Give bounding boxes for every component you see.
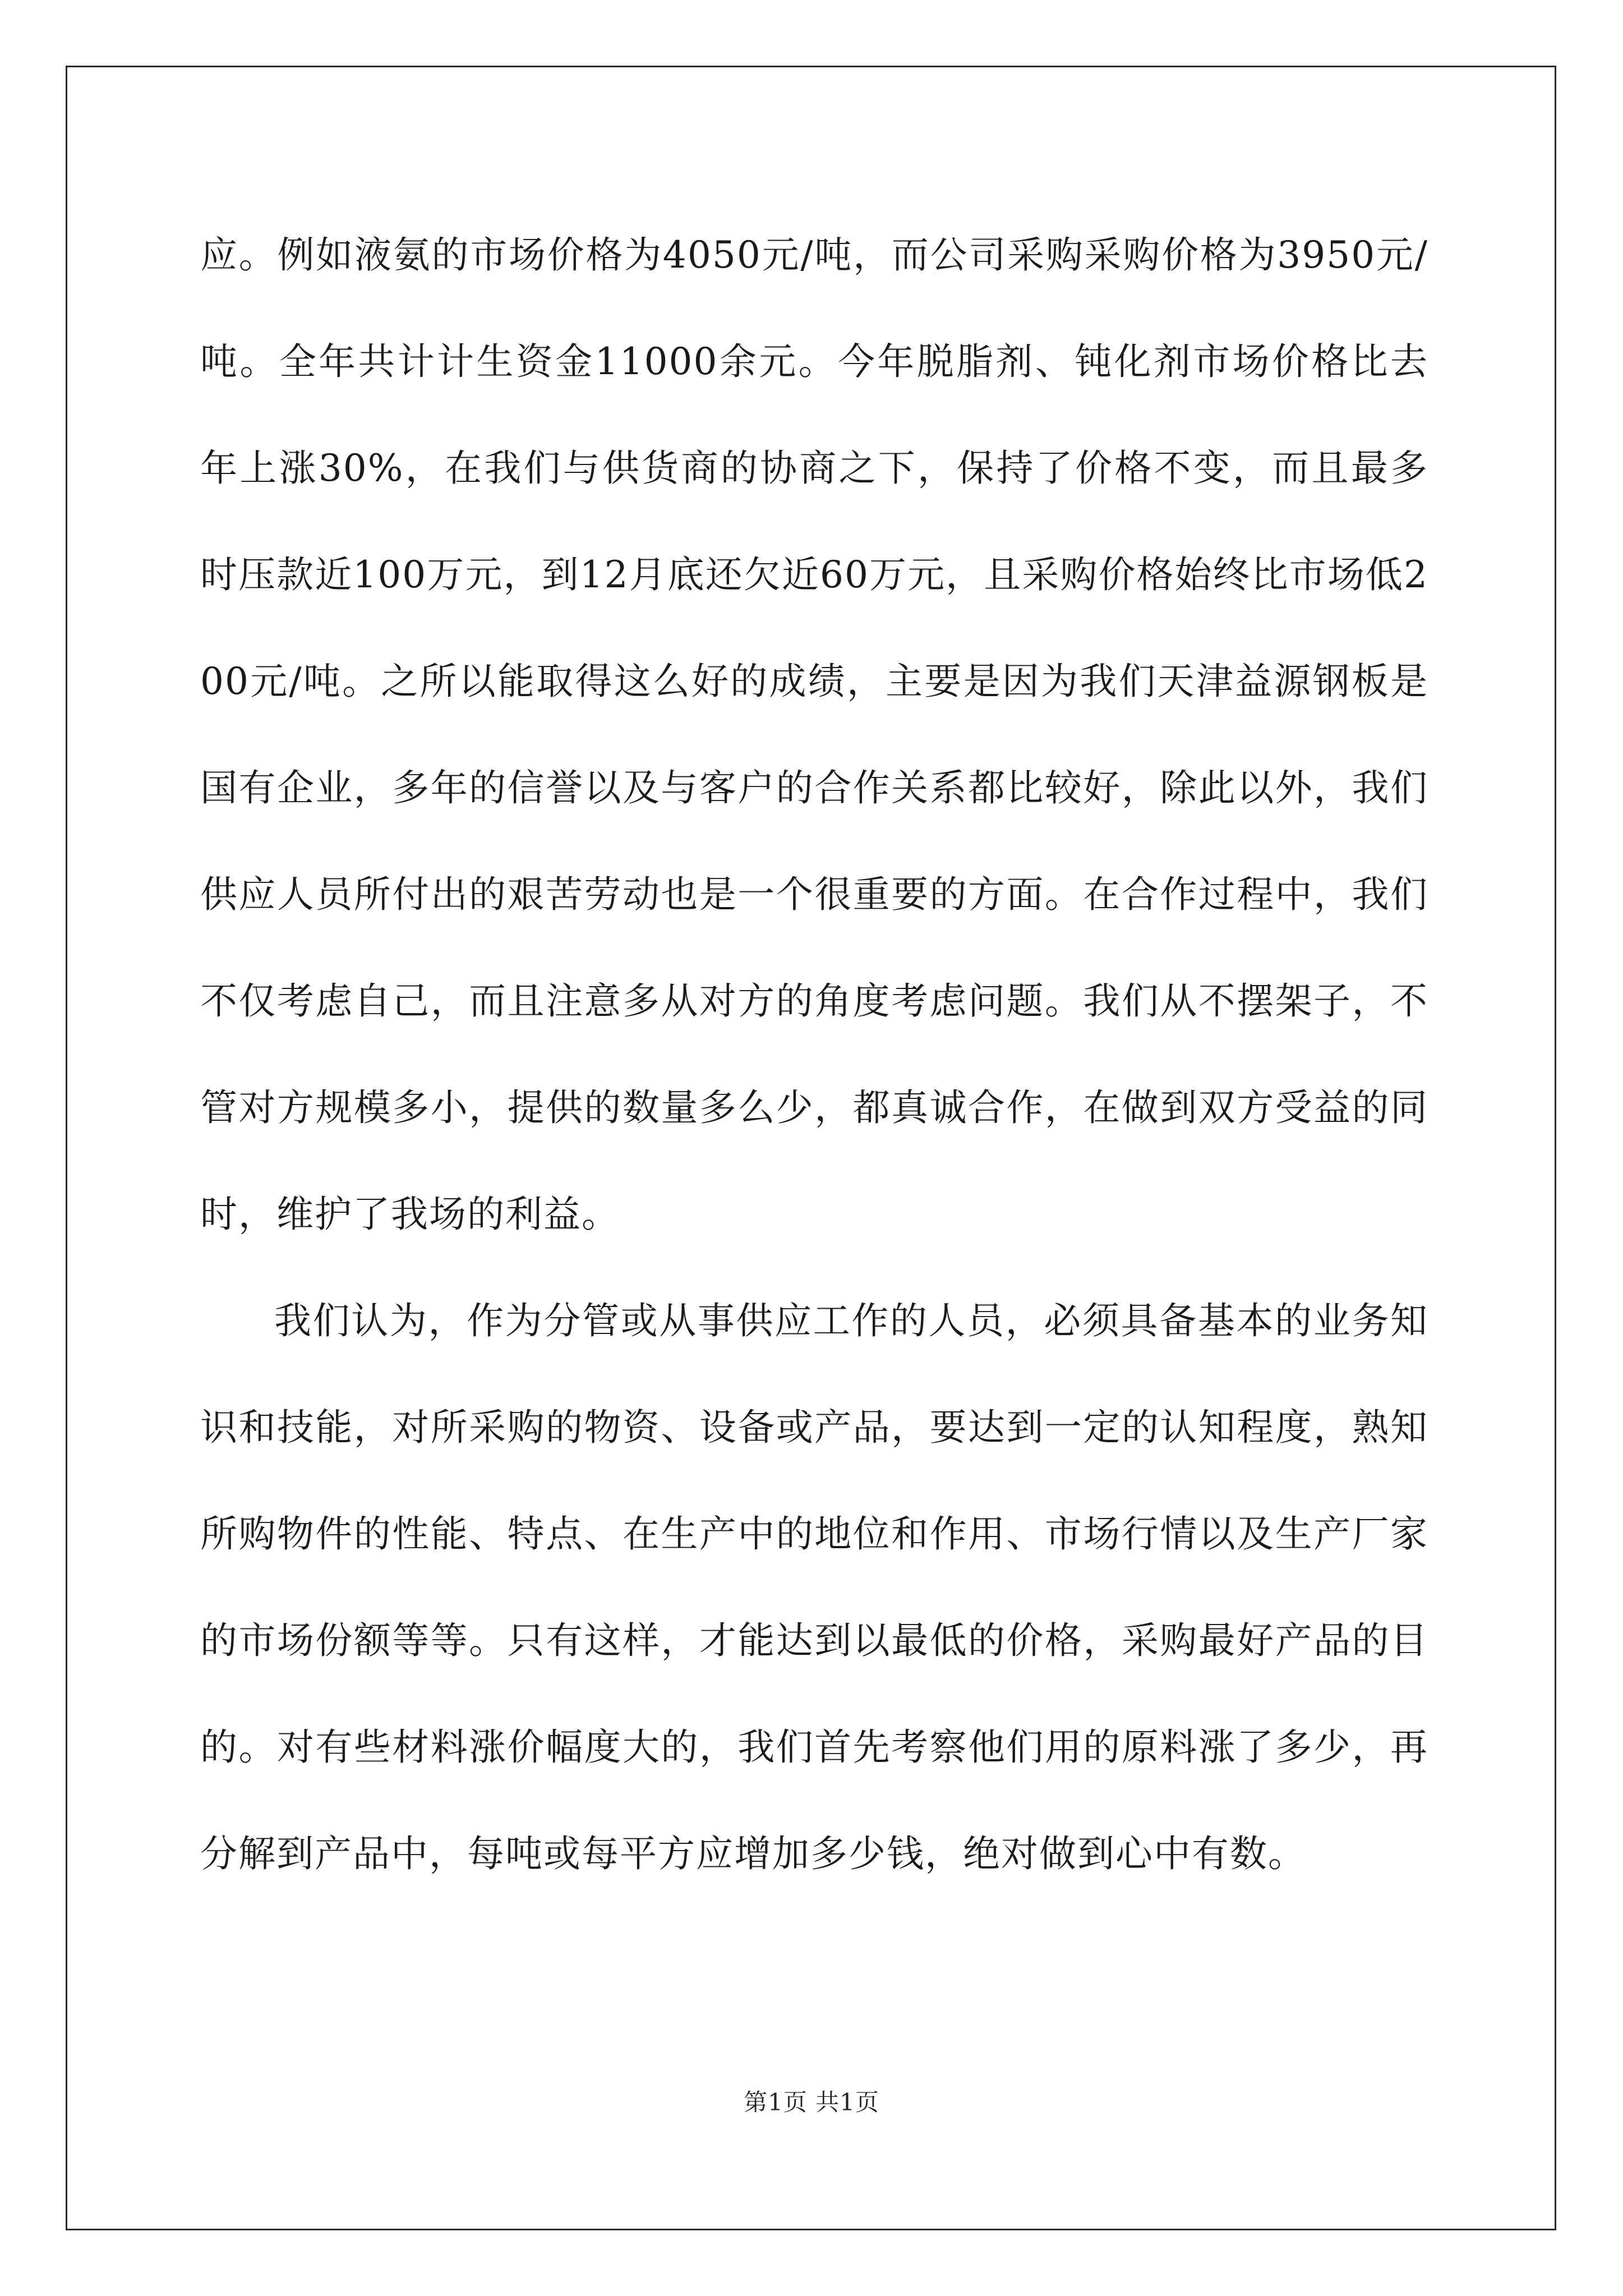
paragraph-1: 应。例如液氨的市场价格为4050元/吨，而公司采购采购价格为3950元/吨。全年共计计生资金11000余元。今年脱脂剂、钝化剂市场价格比去年上涨30%，在我们与供货商的协商之下，保持了价格不变，而且最多时压款近100万元，到12月底还欠近60万元，且采购价格始终比市场低200元/吨。之所以能取得这么好的成绩，主要是因为我们天津益源钢板是国有企业，多年的信誉以及与客户的合作关系都比较好，除此以外，我们供应人员所付出的艰苦劳动也是一个很重要的方面。在合作过程中，我们不仅考虑自己，而且注意多从对方的角度考虑问题。我们从不摆架子，不管对方规模多小，提供的数量多么少，都真诚合作，在做到双方受益的同时，维护了我场的利益。 (200, 233, 1428, 1236)
paragraph-2: 我们认为，作为分管或从事供应工作的人员，必须具备基本的业务知识和技能，对所采购的物资、设备或产品，要达到一定的认知程度，熟知所购物件的性能、特点、在生产中的地位和作用、市场行情以及生产厂家的市场份额等等。只有这样，才能达到以最低的价格，采购最好产品的目的。对有些材料涨价幅度大的，我们首先考察他们用的原料涨了多少，再分解到产品中，每吨或每平方应增加多少钱，绝对做到心中有数。 (200, 1299, 1428, 1875)
document-body (200, 202, 1428, 1907)
page-number: 第1页 共1页 (744, 2088, 879, 2116)
